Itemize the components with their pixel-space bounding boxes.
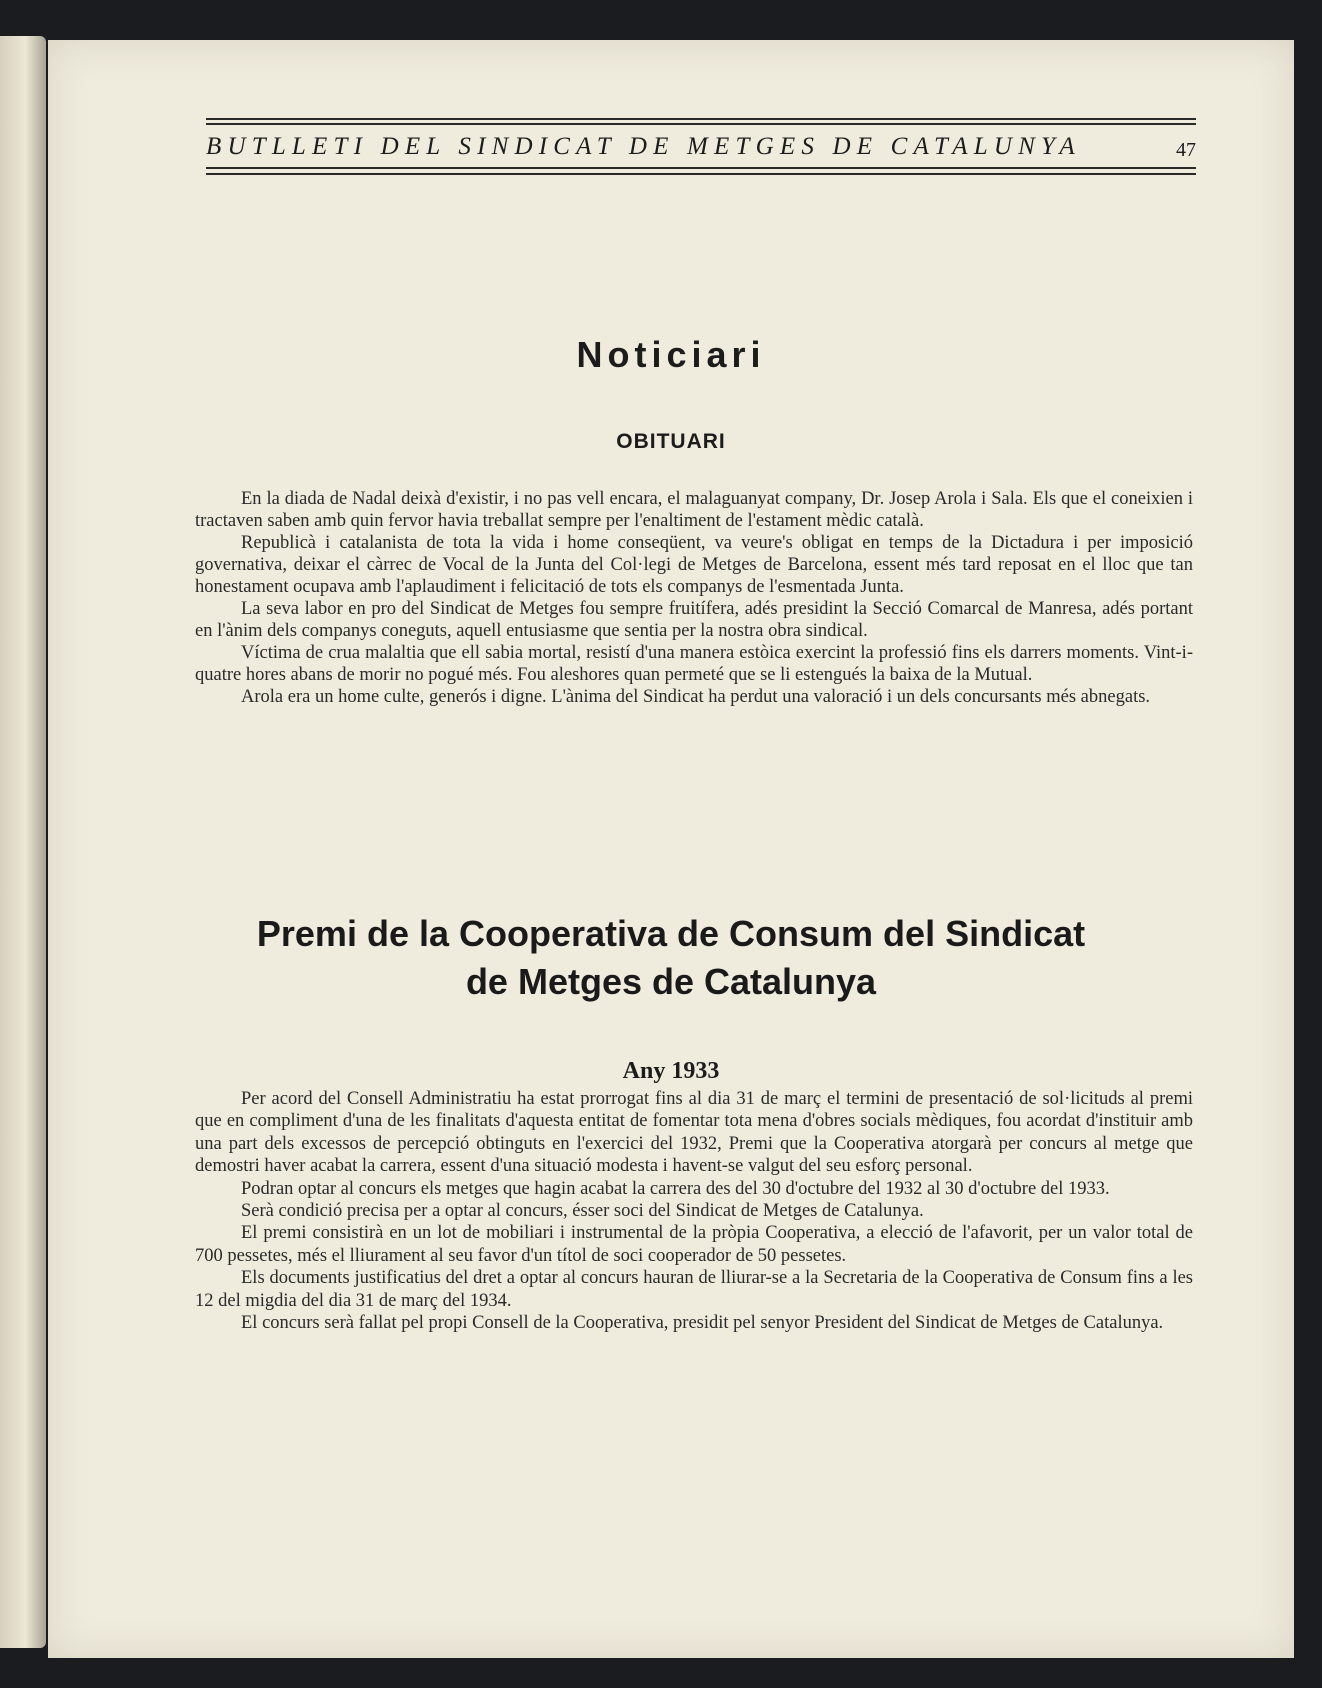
- header-rule-top: [206, 118, 1196, 120]
- article-title: [48, 910, 1294, 1006]
- paragraph: El concurs serà fallat pel propi Consell de la Cooperativa, presidit pel senyor President del Sindicat de Metges de Catalunya.: [241, 1313, 1164, 1334]
- paragraph: La seva labor en pro del Sindicat de Metges fou sempre fruitífera, adés presidint la Secció Comarcal de Manresa, adés portant en l'ànim dels companys coneguts, aquell entusiasme que sentia per la nostra obra sindical.: [195, 599, 1193, 641]
- header-rule-bottom: [206, 167, 1196, 169]
- obituary-text: [195, 488, 1193, 708]
- paragraph: Els documents justificatius del dret a optar al concurs hauran de lliurar-se a la Secretaria de la Cooperativa de Consum fins a les 12 del migdia del dia 31 de març del 1934.: [195, 1268, 1193, 1311]
- premi-text: [195, 1088, 1193, 1334]
- journal-title: BUTLLETI DEL SINDICAT DE METGES DE CATALUNYA: [206, 133, 1081, 160]
- subheading-obituari: OBITUARI: [616, 430, 726, 453]
- section-heading-noticiari: Noticiari: [576, 334, 766, 375]
- article-title-line-1: Premi de la Cooperativa de Consum del Sindicat: [256, 913, 1086, 954]
- paragraph: Podran optar al concurs els metges que hagin acabat la carrera des del 30 d'octubre del 1932 al 30 d'octubre del 1933.: [241, 1178, 1110, 1199]
- paragraph: Serà condició precisa per a optar al concurs, ésser soci del Sindicat de Metges de Catalunya.: [241, 1201, 924, 1222]
- article-subtitle: Any 1933: [622, 1058, 720, 1084]
- book-spine: [0, 36, 46, 1648]
- page-number: 47: [1176, 139, 1196, 161]
- paragraph: En la diada de Nadal deixà d'existir, i no pas vell encara, el malaguanyat company, Dr. Josep Arola i Sala. Els que el coneixien i tractaven saben amb quin fervor havia treballat sempre per l'enaltiment de l'estament mèdic català.: [195, 489, 1193, 531]
- paragraph: Per acord del Consell Administratiu ha estat prorrogat fins al dia 31 de març el termini de presentació de sol·licituds al premi que en compliment d'una de les finalitats d'aquesta entitat de fomentar tota mena d'obres socials mèdiques, fou acordat d'instituir amb una part dels excessos de percepció obtinguts en l'exercici del 1932, Premi que la Cooperativa atorgarà per concurs al metge que demostri haver acabat la carrera, essent d'una situació modesta i havent-se valgut del seu esforç personal.: [195, 1089, 1193, 1177]
- header-rule-bottom-inner: [206, 173, 1196, 175]
- paragraph: El premi consistirà en un lot de mobiliari i instrumental de la pròpia Cooperativa, a elecció de l'afavorit, per un valor total de 700 pessetes, més el lliurament al seu favor d'un títol de soci cooperador de 50 pessetes.: [195, 1223, 1193, 1266]
- article-title-line-2: de Metges de Catalunya: [465, 961, 877, 1002]
- header-rule-top-inner: [206, 123, 1196, 125]
- document-page: [48, 40, 1294, 1658]
- paragraph: Víctima de crua malaltia que ell sabia mortal, resistí d'una manera estòica exercint la professió fins els darrers moments. Vint-i-quatre hores abans de morir no pogué més. Fou aleshores quan permeté que se li estengués la baixa de la Mutual.: [195, 643, 1193, 685]
- paragraph: Republicà i catalanista de tota la vida i home conseqüent, va veure's obligat en temps de la Dictadura i per imposició governativa, deixar el càrrec de Vocal de la Junta del Col·legi de Metges de Barcelona, essent més tard reposat en el lloc que tan honestament ocupava amb l'aplaudiment i felicitació de tots els companys de l'esmentada Junta.: [195, 533, 1193, 597]
- paragraph: Arola era un home culte, generós i digne. L'ànima del Sindicat ha perdut una valoració i un dels concursants més abnegats.: [241, 687, 1151, 707]
